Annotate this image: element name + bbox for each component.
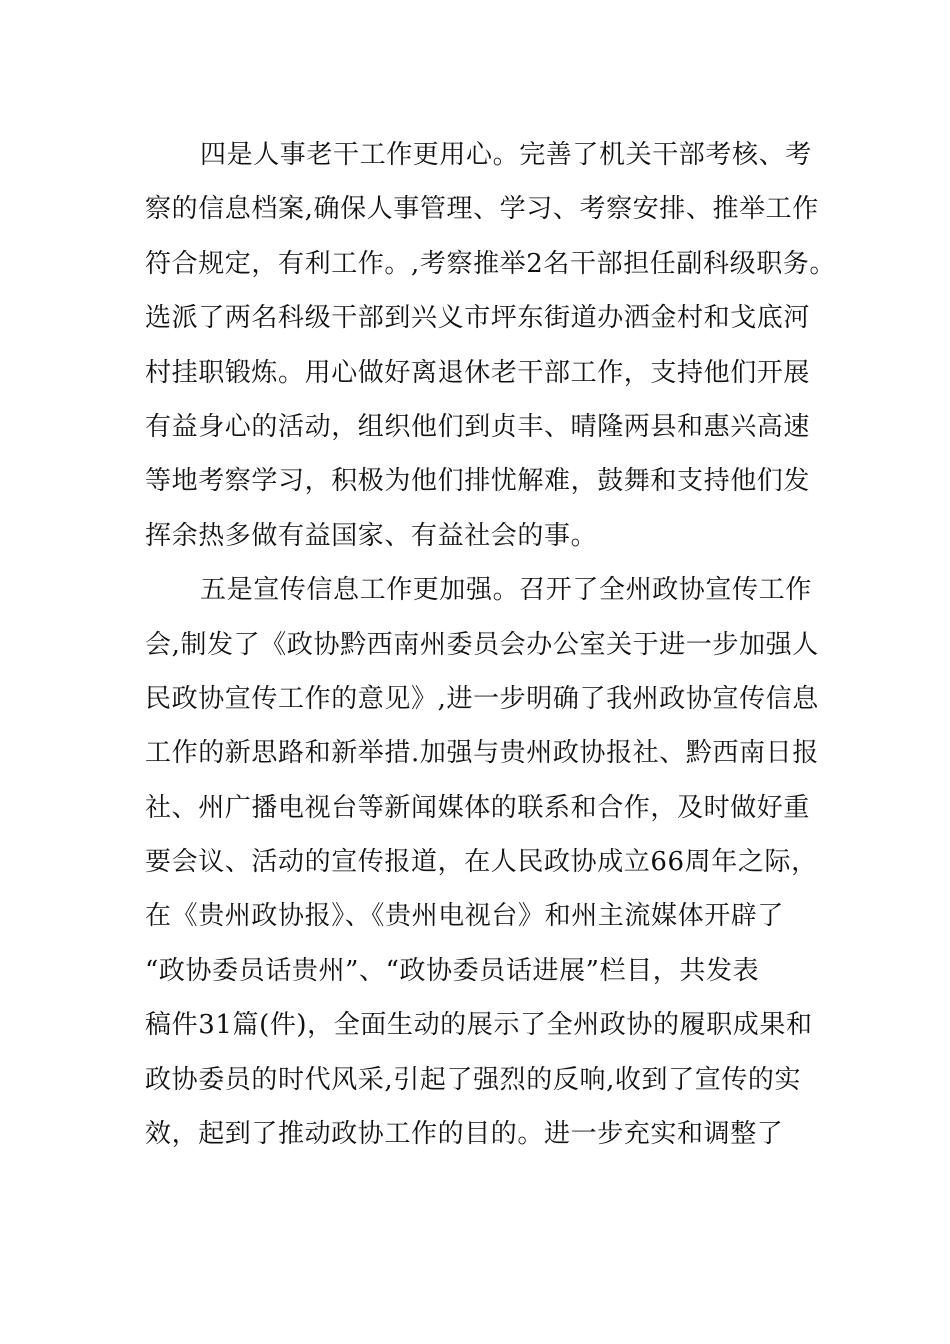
document-body bbox=[145, 128, 837, 1161]
paragraph-line: 四是人事老干工作更用心。完善了机关干部考核、考 bbox=[200, 140, 812, 170]
paragraph-line: 民政协宣传工作的意见》,进一步明确了我州政协宣传信息 bbox=[145, 683, 819, 714]
paragraph-line: 五是宣传信息工作更加强。召开了全州政协宣传工作 bbox=[200, 575, 812, 606]
paragraph-line: 在《贵州政协报》、《贵州电视台》和州主流媒体开辟了 bbox=[145, 901, 785, 932]
paragraph-line: 社、州广播电视台等新闻媒体的联系和合作，及时做好重 bbox=[145, 792, 811, 823]
paragraph-line: 选派了两名科级干部到兴义市坪东街道办洒金村和戈底河 bbox=[145, 303, 811, 334]
paragraph-line: 等地考察学习，积极为他们排忧解难，鼓舞和支持他们发 bbox=[145, 466, 811, 497]
paragraph-line: 政协委员的时代风采,引起了强烈的反响,收到了宣传的实 bbox=[145, 1064, 802, 1095]
paragraph-line: 要会议、活动的宣传报道，在人民政协成立66周年之际， bbox=[145, 847, 818, 878]
paragraph-line: 稿件31篇(件)，全面生动的展示了全州政协的履职成果和 bbox=[145, 1010, 813, 1041]
paragraph-line: 会,制发了《政协黔西南州委员会办公室关于进一步加强人 bbox=[145, 629, 819, 660]
paragraph-line: “政协委员话贵州”、“政协委员话进展”栏目，共发表 bbox=[145, 955, 760, 986]
paragraph-line: 符合规定，有利工作。,考察推举2名干部担任副科级职务。 bbox=[145, 248, 837, 279]
paragraph-personnel bbox=[145, 128, 837, 563]
paragraph-publicity bbox=[145, 563, 819, 1161]
paragraph-line: 挥余热多做有益国家、有益社会的事。 bbox=[145, 520, 598, 551]
paragraph-line: 有益身心的活动，组织他们到贞丰、晴隆两县和惠兴高速 bbox=[145, 411, 811, 442]
paragraph-line: 工作的新思路和新举措.加强与贵州政协报社、黔西南日报 bbox=[145, 738, 819, 769]
paragraph-line: 效，起到了推动政协工作的目的。进一步充实和调整了 bbox=[145, 1119, 784, 1150]
paragraph-line: 村挂职锻炼。用心做好离退休老干部工作，支持他们开展 bbox=[145, 357, 811, 388]
paragraph-line: 察的信息档案,确保人事管理、学习、考察安排、推举工作 bbox=[145, 194, 819, 225]
